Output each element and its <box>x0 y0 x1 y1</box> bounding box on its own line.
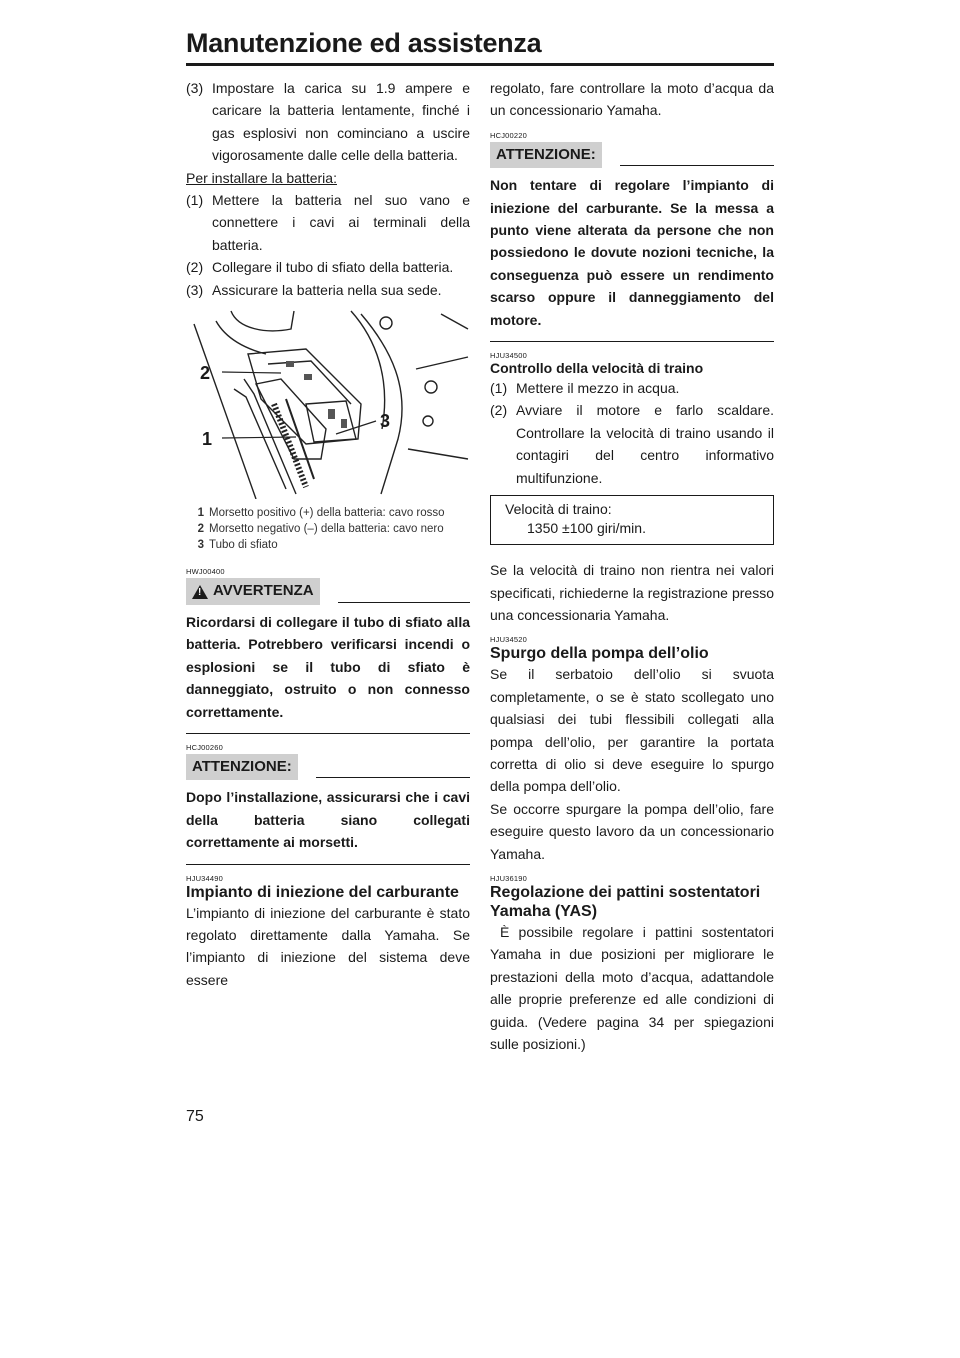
step-number: (3) <box>186 80 204 96</box>
caution-rule <box>490 341 774 342</box>
page-number: 75 <box>186 1108 204 1125</box>
section-text: Se il serbatoio dell’olio si svuota completamente, o se è stato scollegato uno qualsiasi dei tubi flessibili collegati alla pompa dell’olio, per garantire la portata corretta di olio si deve eseguire lo spurgo della pompa dell’olio. <box>490 666 774 795</box>
figure-caption <box>186 522 470 537</box>
install-step <box>186 279 470 301</box>
right-column <box>490 77 774 1055</box>
callout-2: 2 <box>200 363 211 384</box>
step-text: Mettere il mezzo in acqua. <box>516 380 680 397</box>
section-heading-yas: Regolazione dei pattini sostentatori Yamaha (YAS) <box>490 883 761 920</box>
spec-value: 1350 ±100 giri/min. <box>527 520 646 537</box>
battery-figure <box>186 309 470 499</box>
continuation-text: regolato, fare controllare la moto d’acqua da un concessionario Yamaha. <box>490 80 774 119</box>
step-text: Collegare il tubo di sfiato della batteria. <box>212 259 454 276</box>
speed-step <box>490 399 774 489</box>
caption-text: Tubo di sfiato <box>209 539 278 552</box>
section-code: HJU34520 <box>490 635 528 645</box>
caution-label: ATTENZIONE: <box>496 145 596 163</box>
caution-code: HCJ00220 <box>490 130 528 140</box>
install-step <box>186 256 470 278</box>
title-rule <box>186 63 774 66</box>
section-code: HJU36190 <box>490 873 528 883</box>
section-heading-oil-pump: Spurgo della pompa dell’olio <box>490 645 709 663</box>
step-text: Impostare la carica su 1.9 ampere e caricare la batteria lentamente, finché i gas esplosivi non cominciano a uscire vigorosamente dalle celle della batteria. <box>212 80 470 164</box>
section-text: Se occorre spurgare la pompa dell’olio, fare eseguire questo lavoro da un concessionario Yamaha. <box>490 800 774 862</box>
left-column <box>186 77 470 991</box>
speed-step <box>490 377 774 399</box>
page-title: Manutenzione ed assistenza <box>186 28 542 58</box>
section-text: È possibile regolare i pattini sostentatori Yamaha in due posizioni per migliorare le prestazioni della moto d’acqua, adattandole alle proprie preferenze ed alle condizioni di guida. (Vedere pagina 34 per spiegazioni sulle posizioni.) <box>490 923 774 1052</box>
step-number: (1) <box>186 192 204 209</box>
caution-label: ATTENZIONE: <box>192 757 292 775</box>
install-step <box>186 189 470 256</box>
section-code: HJU34500 <box>490 351 528 361</box>
caution-code: HCJ00260 <box>186 742 224 752</box>
step-number: (2) <box>490 402 508 419</box>
caution-text: Non tentare di regolare l’impianto di iniezione del carburante. Se la messa a punto viene alterata da persone che non possiedono le dovute nozioni tecniche, la conseguenza può essere un rendimento scarso oppure il danneggiamento del motore. <box>490 177 774 328</box>
warning-bar <box>186 578 470 604</box>
step-text: Mettere la batteria nel suo vano e connettere i cavi ai terminali della batteria. <box>212 192 470 253</box>
caution-rule <box>186 864 470 865</box>
charge-step <box>186 77 470 167</box>
spec-box <box>490 495 774 545</box>
section-text: L’impianto di iniezione del carburante è stato regolato direttamente dalla Yamaha. Se l’impianto di iniezione del sistema deve essere <box>186 904 470 988</box>
warning-rule <box>186 733 470 734</box>
caution-badge <box>186 754 298 780</box>
section-code: HJU34490 <box>186 873 224 883</box>
caption-text: Morsetto positivo (+) della batteria: cavo rosso <box>209 507 445 520</box>
caption-number: 3 <box>197 539 204 552</box>
section-heading-fuel-injection: Impianto di iniezione del carburante <box>186 883 459 901</box>
step-text: Avviare il motore e farlo scaldare. Controllare la velocità di traino usando il contagiri del centro informativo multifunzione. <box>516 402 774 486</box>
caution-bar <box>186 754 470 780</box>
step-number: (2) <box>186 259 204 276</box>
warning-code: HWJ00400 <box>186 567 225 577</box>
spec-label: Velocità di traino: <box>505 501 612 518</box>
install-heading: Per installare la batteria: <box>186 169 337 186</box>
caption-text: Morsetto negativo (–) della batteria: cavo nero <box>209 523 444 536</box>
figure-caption <box>186 506 470 521</box>
step-number: (1) <box>490 380 508 397</box>
step-text: Assicurare la batteria nella sua sede. <box>212 281 442 298</box>
caption-number: 2 <box>197 523 204 536</box>
caution-badge <box>490 142 602 168</box>
callout-3: 3 <box>380 411 391 432</box>
caution-text: Dopo l’installazione, assicurarsi che i cavi della batteria siano collegati correttamente ai morsetti. <box>186 789 470 851</box>
caption-number: 1 <box>197 507 204 520</box>
figure-caption <box>186 538 470 553</box>
callout-1: 1 <box>202 429 213 450</box>
warning-triangle-icon: ! <box>192 585 208 599</box>
warning-badge <box>186 578 320 604</box>
warning-text: Ricordarsi di collegare il tubo di sfiato alla batteria. Potrebbero verificarsi incendi o esplosioni se il tubo di sfiato è danneggiato, ostruito o non connesso correttamente. <box>186 613 470 720</box>
section-text: Se la velocità di traino non rientra nei valori specificati, richiederne la registrazione presso una concessionaria Yamaha. <box>490 562 774 623</box>
caution-bar <box>490 142 774 168</box>
step-number: (3) <box>186 281 204 298</box>
warning-label: AVVERTENZA <box>213 582 314 600</box>
section-heading-idle-speed: Controllo della velocità di traino <box>490 360 704 377</box>
